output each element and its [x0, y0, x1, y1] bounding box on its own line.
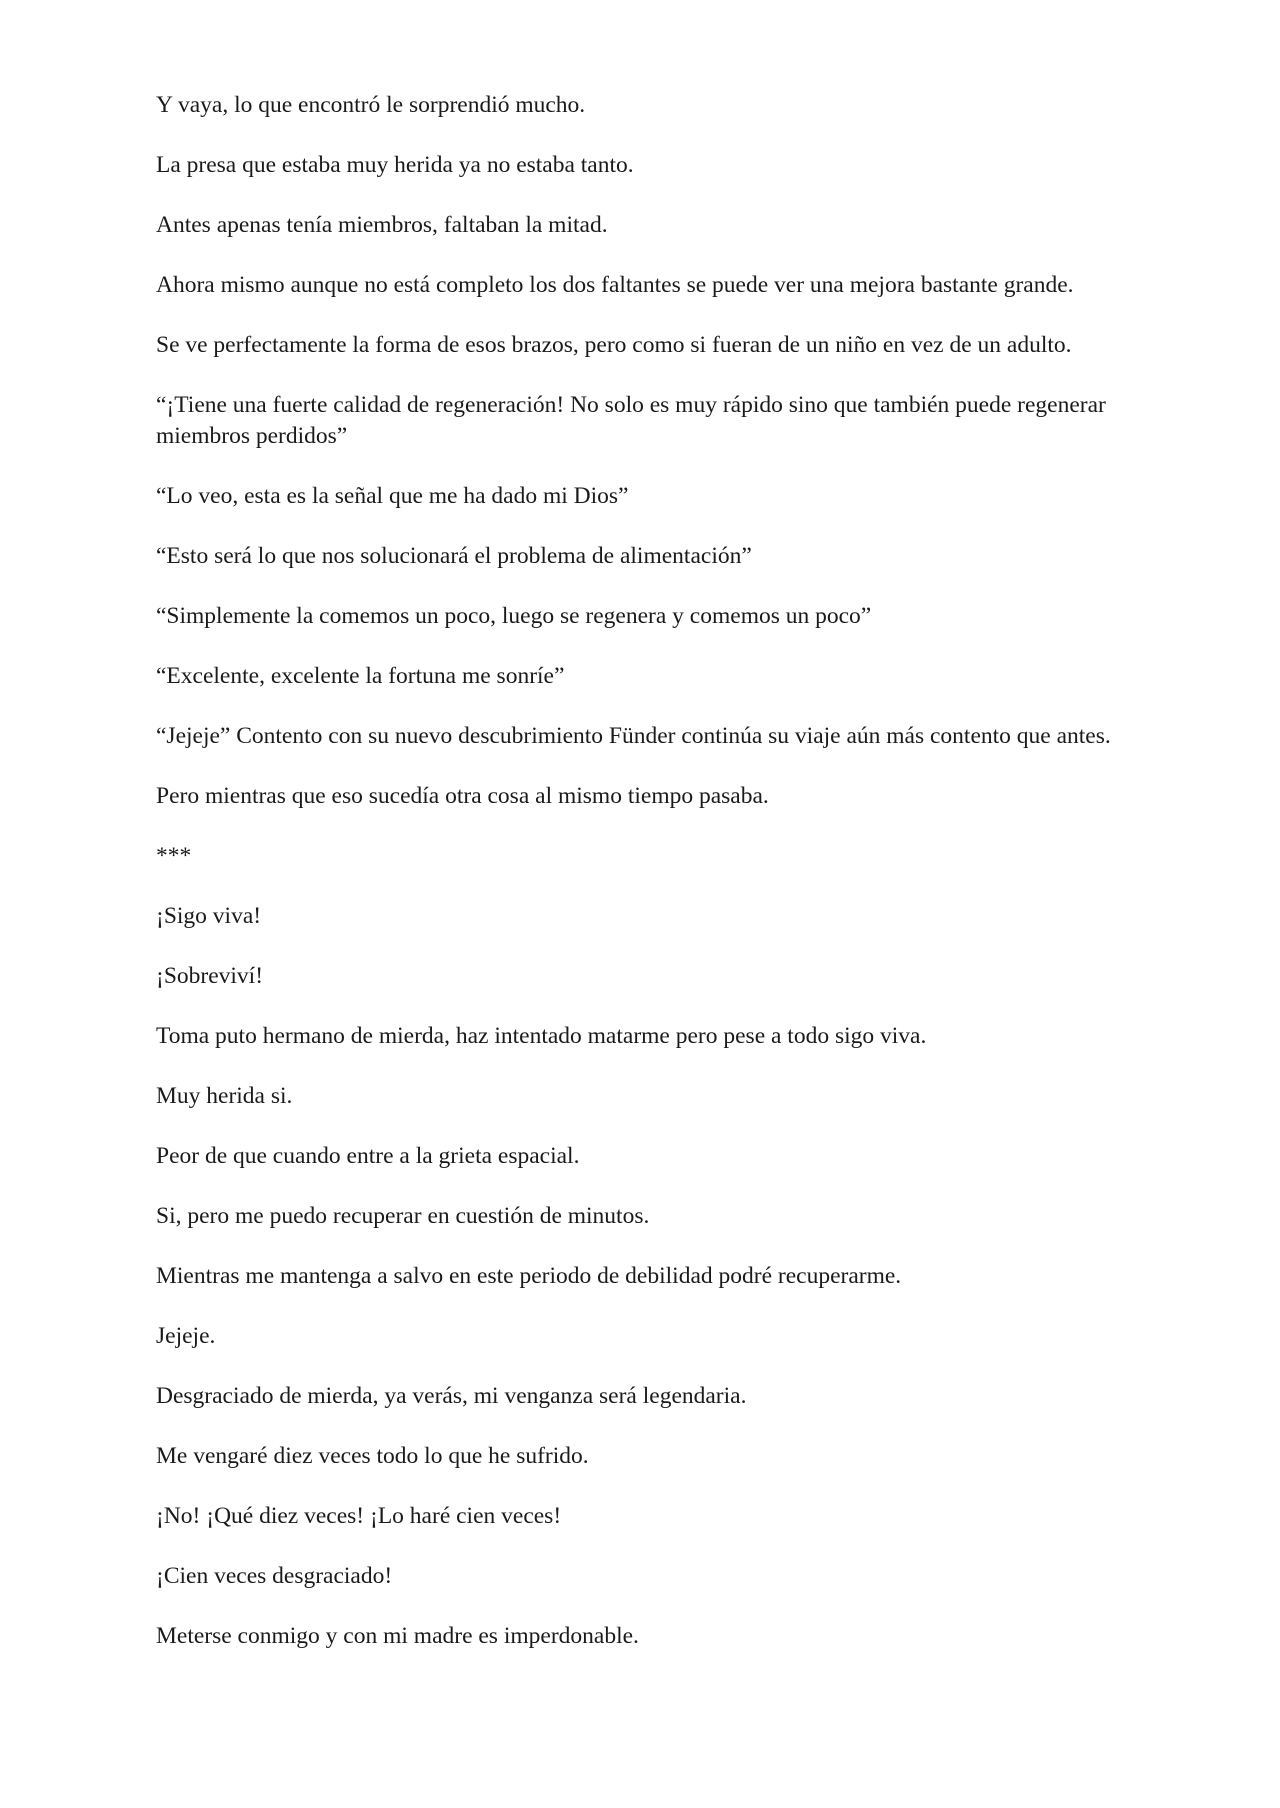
paragraph-5: Se ve perfectamente la forma de esos brazos, pero como si fueran de un niño en vez de un adulto. — [156, 332, 1072, 358]
paragraph-15: ¡Sobreviví! — [156, 963, 264, 989]
section-separator: *** — [156, 843, 192, 869]
paragraph-17: Muy herida si. — [156, 1083, 293, 1109]
paragraph-19: Si, pero me puedo recuperar en cuestión de minutos. — [156, 1203, 650, 1229]
paragraph-11: “Jejeje” Contento con su nuevo descubrimiento Fünder continúa su viaje aún más contento que antes. — [156, 723, 1111, 749]
paragraph-10: “Excelente, excelente la fortuna me sonríe” — [156, 663, 565, 689]
paragraph-9: “Simplemente la comemos un poco, luego se regenera y comemos un poco” — [156, 603, 872, 629]
paragraph-6: “¡Tiene una fuerte calidad de regeneración! No solo es muy rápido sino que también puede regenerar miembros perdidos” — [156, 392, 1106, 449]
paragraph-21: Jejeje. — [156, 1323, 216, 1349]
paragraph-3: Antes apenas tenía miembros, faltaban la mitad. — [156, 212, 608, 238]
paragraph-12: Pero mientras que eso sucedía otra cosa al mismo tiempo pasaba. — [156, 783, 769, 809]
paragraph-23: Me vengaré diez veces todo lo que he sufrido. — [156, 1443, 589, 1469]
paragraph-16: Toma puto hermano de mierda, haz intentado matarme pero pese a todo sigo viva. — [156, 1023, 927, 1049]
paragraph-1: Y vaya, lo que encontró le sorprendió mucho. — [156, 92, 586, 118]
body-text — [156, 90, 1116, 1681]
paragraph-24: ¡No! ¡Qué diez veces! ¡Lo haré cien veces! — [156, 1503, 562, 1529]
paragraph-14: ¡Sigo viva! — [156, 903, 262, 929]
paragraph-8: “Esto será lo que nos solucionará el problema de alimentación” — [156, 543, 752, 569]
paragraph-20: Mientras me mantenga a salvo en este periodo de debilidad podré recuperarme. — [156, 1263, 902, 1289]
paragraph-7: “Lo veo, esta es la señal que me ha dado mi Dios” — [156, 483, 629, 509]
paragraph-25: ¡Cien veces desgraciado! — [156, 1563, 393, 1589]
paragraph-22: Desgraciado de mierda, ya verás, mi venganza será legendaria. — [156, 1383, 747, 1409]
paragraph-4: Ahora mismo aunque no está completo los dos faltantes se puede ver una mejora bastante grande. — [156, 272, 1074, 298]
paragraph-18: Peor de que cuando entre a la grieta espacial. — [156, 1143, 580, 1169]
paragraph-26: Meterse conmigo y con mi madre es imperdonable. — [156, 1623, 639, 1649]
paragraph-2: La presa que estaba muy herida ya no estaba tanto. — [156, 152, 634, 178]
